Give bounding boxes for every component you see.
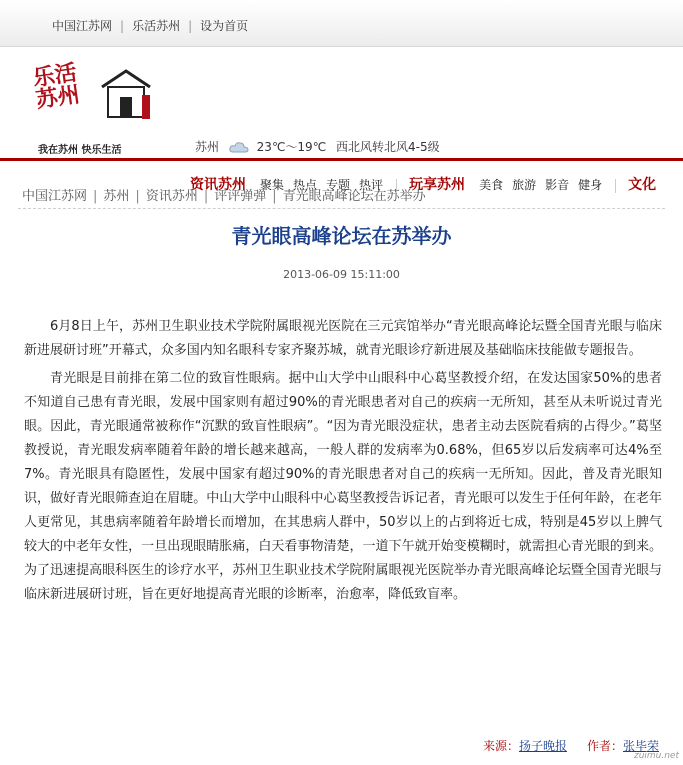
breadcrumb-separator: | (203, 189, 209, 204)
author-label: 作者： (586, 739, 623, 753)
top-link-jiangsu[interactable]: 中国江苏网 (52, 19, 113, 33)
nav-section-play[interactable]: 玩享苏州 (409, 177, 466, 193)
nav-item[interactable]: 热评 (359, 178, 384, 192)
nav-item[interactable]: 聚集 (260, 178, 285, 192)
article-paragraph: 青光眼是目前排在第二位的致盲性眼病。据中山大学中山眼科中心葛坚教授介绍，在发达国家50%的患者不知道自己患有青光眼，发展中国家则有超过90%的青光眼患者对自己的疾病一无所知，甚至从未听说过青光眼。因此，青光眼通常被称作“沉默的致盲性眼病”。“因为青光眼没症状，患者主动去医院看病的占得少。”葛坚教授说，青光眼发病率随着年龄的增长越来越高，一般人群的发病率为0.68%，但65岁以后发病率可达4%至7%。青光眼具有隐匿性，发展中国家有超过90%的青光眼患者对自己的疾病一无所知。因此，普及青光眼知识，做好青光眼筛查迫在眉睫。中山大学中山眼科中心葛坚教授告诉记者，青光眼可以发生于任何年龄，在老年人更常见，其患病率随着年龄增长而增加，在其患病人群中，50岁以上的占到将近七成，特别是45岁以上脾气较大的中老年女性，一旦出现眼睛胀痛，白天看事物清楚，一道下午就开始变模糊时，就需担心青光眼的到来。为了迅速提高眼科医生的诊疗水平，苏州卫生职业技术学院附属眼视光医院举办青光眼高峰论坛暨全国青光眼与临床新进展研讨班，旨在更好地提高青光眼的诊断率，治愈率，降低致盲率。 (24, 371, 662, 602)
article-title: 青光眼高峰论坛在苏举办 (231, 224, 452, 248)
nav-item[interactable]: 旅游 (512, 178, 537, 192)
breadcrumb-link[interactable]: 中国江苏网 (22, 189, 88, 204)
source-link[interactable]: 扬子晚报 (518, 739, 567, 753)
nav-item[interactable]: 影音 (545, 178, 570, 192)
weather-city: 苏州 (195, 140, 220, 154)
article-body (24, 315, 662, 611)
weather-bar (195, 138, 440, 155)
top-separator: | (188, 19, 193, 33)
nav-item[interactable]: 专题 (326, 178, 351, 192)
breadcrumb-link[interactable]: 评评弹弹 (214, 189, 267, 204)
nav-item[interactable]: 美食 (479, 178, 504, 192)
logo-slogan: 我在苏州 快乐生活 (38, 145, 122, 156)
article-paragraph: 6月8日上午，苏州卫生职业技术学院附属眼视光医院在三元宾馆举办“青光眼高峰论坛暨全国青光眼与临床新进展研讨班”开幕式，众多国内知名眼科专家齐聚苏城，就青光眼诊疗新进展及基础临床技能做专题报告。 (24, 319, 662, 358)
nav-item[interactable]: 热点 (293, 178, 318, 192)
top-separator: | (120, 19, 125, 33)
author-link[interactable]: 张毕荣 (622, 739, 659, 753)
weather-wind: 西北风转北风4-5级 (336, 140, 440, 154)
article-footer (483, 737, 659, 754)
breadcrumb-divider (18, 208, 665, 209)
weather-temp: 23℃～19℃ (256, 140, 327, 154)
nav-section-news[interactable]: 资讯苏州 (190, 177, 246, 193)
breadcrumb-separator: | (93, 189, 98, 204)
article-date: 2013-06-09 15:11:00 (283, 268, 400, 281)
logo-calligraphy: 乐活苏州 (31, 59, 82, 114)
source-label: 来源： (482, 739, 519, 753)
site-logo[interactable] (28, 59, 158, 155)
breadcrumb-separator: | (135, 189, 140, 204)
house-icon (98, 65, 154, 127)
nav-item[interactable]: 健身 (578, 178, 603, 192)
top-bar (0, 0, 683, 47)
watermark: zuimu.net (633, 751, 679, 761)
cloud-icon (229, 141, 249, 153)
nav-section-culture[interactable]: 文化 (628, 177, 657, 193)
breadcrumb (22, 185, 426, 204)
breadcrumb-separator: | (272, 189, 277, 204)
top-link-homepage[interactable]: 设为首页 (200, 19, 249, 33)
site-header (0, 47, 683, 193)
top-link-lehuo[interactable]: 乐活苏州 (132, 19, 181, 33)
breadcrumb-link[interactable]: 资讯苏州 (145, 189, 198, 204)
nav-divider (615, 179, 616, 193)
breadcrumb-current[interactable]: 青光眼高峰论坛在苏举办 (282, 189, 426, 204)
breadcrumb-link[interactable]: 苏州 (103, 189, 130, 204)
